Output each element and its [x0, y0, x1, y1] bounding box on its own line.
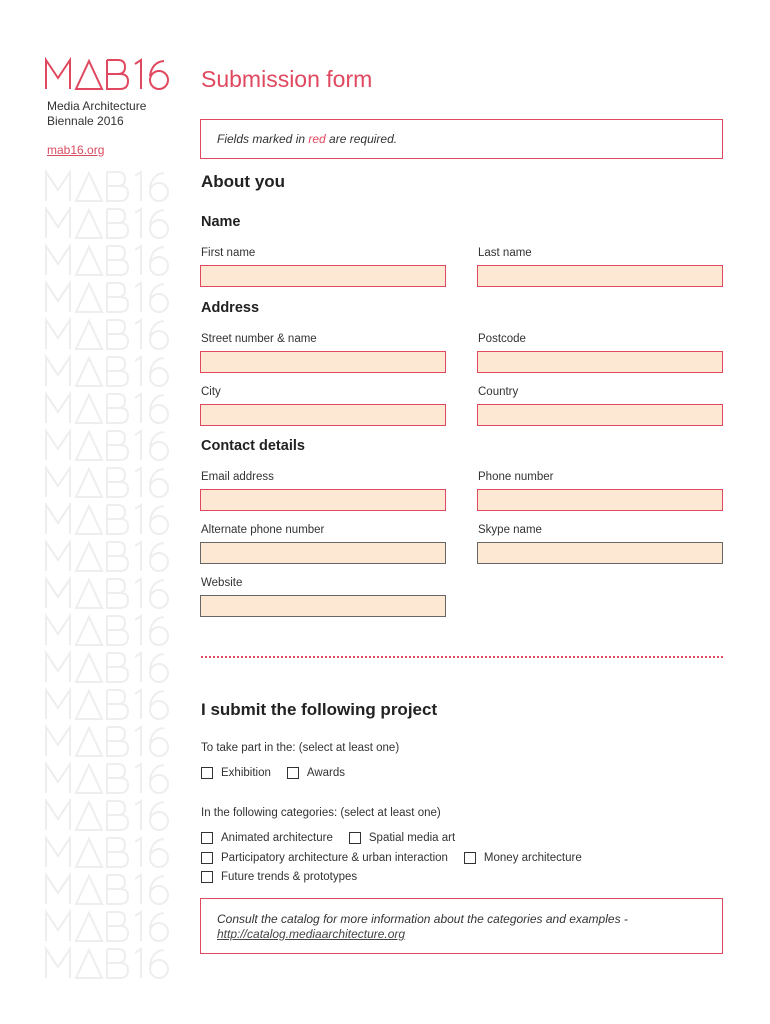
category-participatory-architecture[interactable]	[201, 852, 448, 864]
email-label: Email address	[201, 471, 274, 483]
awards-option[interactable]	[287, 767, 345, 779]
organization-name	[47, 99, 187, 129]
category-animated-architecture[interactable]	[201, 832, 333, 844]
org-name-line2: Biennale 2016	[47, 114, 124, 128]
street-input[interactable]	[201, 352, 445, 372]
animated-architecture-checkbox[interactable]	[201, 832, 213, 844]
logo-watermark	[44, 168, 174, 988]
postcode-label: Postcode	[478, 333, 526, 345]
skype-label: Skype name	[478, 524, 542, 536]
country-input[interactable]	[478, 405, 722, 425]
awards-label: Awards	[306, 767, 346, 779]
exhibition-option[interactable]	[201, 767, 271, 779]
future-trends-label: Future trends & prototypes	[221, 871, 358, 883]
organization-website-link[interactable]: mab16.org	[47, 143, 105, 157]
first-name-field[interactable]	[200, 265, 446, 287]
participatory-architecture-checkbox[interactable]	[201, 852, 213, 864]
notice-prefix: Fields marked in	[217, 132, 309, 146]
notice-suffix: are required.	[325, 132, 398, 146]
project-heading: I submit the following project	[201, 700, 438, 719]
org-name-line1: Media Architecture	[47, 99, 147, 113]
participation-options	[201, 767, 361, 779]
website-input[interactable]	[201, 596, 445, 616]
exhibition-label: Exhibition	[221, 767, 271, 779]
money-architecture-label: Money architecture	[483, 852, 582, 864]
contact-heading: Contact details	[201, 438, 305, 454]
category-money-architecture[interactable]	[464, 852, 582, 864]
participatory-architecture-label: Participatory architecture & urban interaction	[221, 852, 448, 864]
spatial-media-art-checkbox[interactable]	[349, 832, 361, 844]
form-title: Submission form	[201, 66, 373, 92]
awards-checkbox[interactable]	[287, 767, 299, 779]
country-field[interactable]	[477, 404, 723, 426]
city-input[interactable]	[201, 405, 445, 425]
city-label: City	[201, 386, 221, 398]
postcode-field[interactable]	[477, 351, 723, 373]
last-name-label: Last name	[478, 247, 532, 259]
catalog-note-box	[200, 898, 723, 954]
city-field[interactable]	[200, 404, 446, 426]
alt-phone-field[interactable]	[200, 542, 446, 564]
watermark-pattern	[44, 168, 174, 988]
participation-prompt: To take part in the: (select at least one)	[201, 742, 400, 754]
email-input[interactable]	[201, 490, 445, 510]
skype-input[interactable]	[478, 543, 722, 563]
skype-field[interactable]	[477, 542, 723, 564]
animated-architecture-label: Animated architecture	[221, 832, 333, 844]
country-label: Country	[478, 386, 519, 398]
future-trends-checkbox[interactable]	[201, 871, 213, 883]
exhibition-checkbox[interactable]	[201, 767, 213, 779]
section-divider	[201, 656, 723, 658]
phone-label: Phone number	[478, 471, 554, 483]
address-heading: Address	[201, 300, 260, 316]
last-name-input[interactable]	[478, 266, 722, 286]
money-architecture-checkbox[interactable]	[464, 852, 476, 864]
categories-prompt: In the following categories: (select at least one)	[201, 807, 441, 819]
street-label: Street number & name	[201, 333, 317, 345]
alt-phone-input[interactable]	[201, 543, 445, 563]
last-name-field[interactable]	[477, 265, 723, 287]
categories-row-1	[201, 832, 471, 844]
street-field[interactable]	[200, 351, 446, 373]
name-heading: Name	[201, 214, 241, 230]
first-name-label: First name	[201, 247, 256, 259]
postcode-input[interactable]	[478, 352, 722, 372]
alt-phone-label: Alternate phone number	[201, 524, 325, 536]
catalog-link[interactable]: http://catalog.mediaarchitecture.org	[217, 927, 406, 941]
mab16-logo	[44, 56, 172, 92]
phone-field[interactable]	[477, 489, 723, 511]
categories-row-3	[201, 871, 373, 883]
email-field[interactable]	[200, 489, 446, 511]
categories-row-2	[201, 852, 598, 864]
first-name-input[interactable]	[201, 266, 445, 286]
spatial-media-art-label: Spatial media art	[368, 832, 456, 844]
required-fields-notice	[200, 119, 723, 159]
about-you-heading: About you	[201, 172, 286, 191]
website-field[interactable]	[200, 595, 446, 617]
catalog-note-text: Consult the catalog for more information about the categories and examples -	[217, 912, 628, 926]
notice-red-word: red	[308, 132, 326, 146]
phone-input[interactable]	[478, 490, 722, 510]
category-spatial-media-art[interactable]	[349, 832, 455, 844]
website-label: Website	[201, 577, 243, 589]
category-future-trends[interactable]	[201, 871, 357, 883]
